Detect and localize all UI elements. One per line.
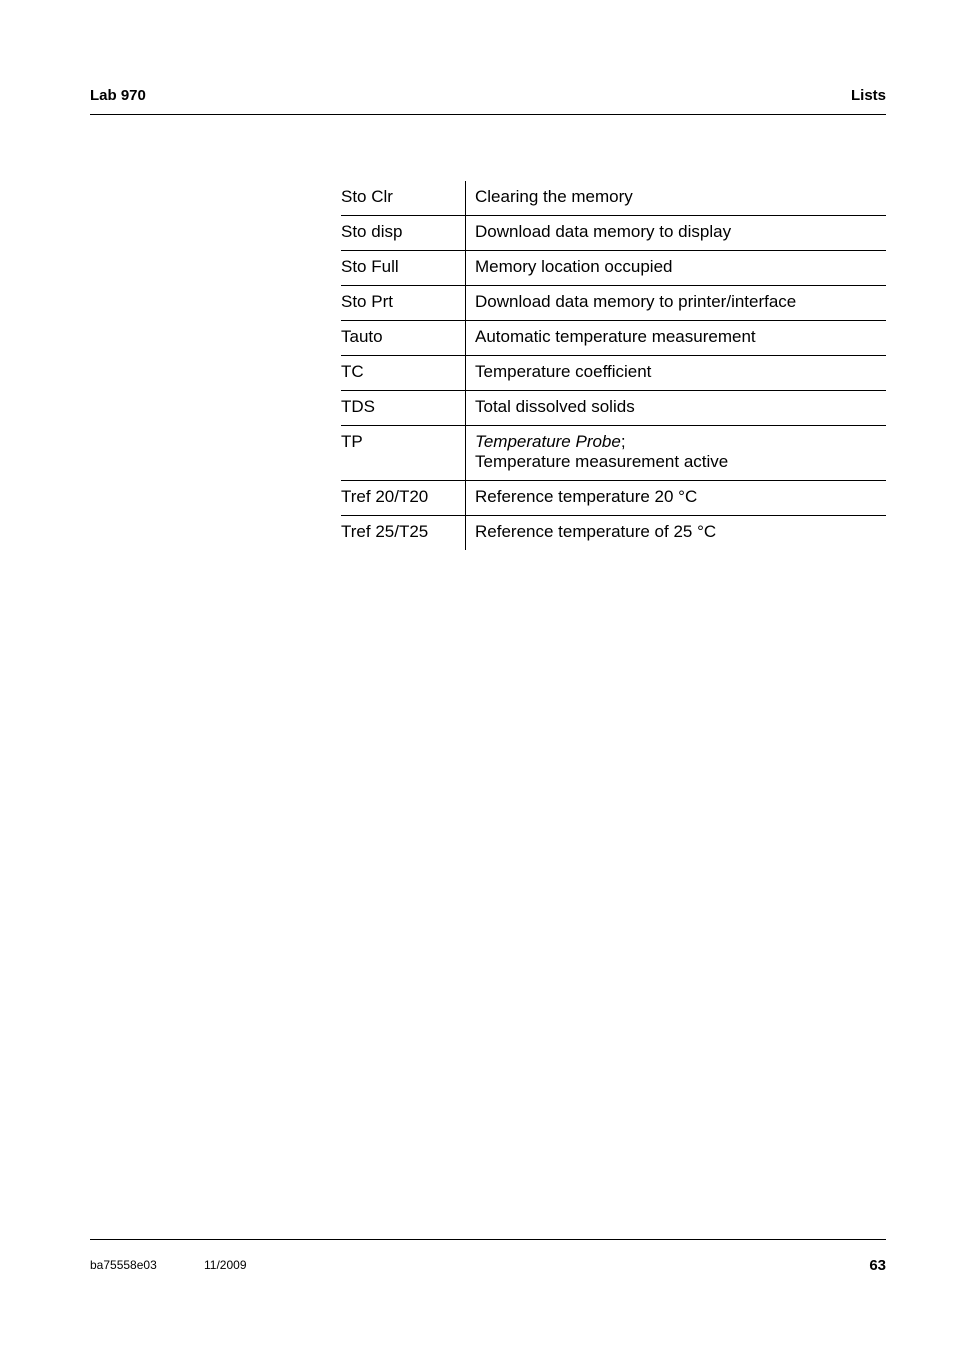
- abbreviation-term: TP: [341, 426, 466, 481]
- abbreviation-description: Total dissolved solids: [475, 397, 635, 416]
- abbreviation-term: Tref 20/T20: [341, 481, 466, 516]
- abbreviation-term: Sto Prt: [341, 286, 466, 321]
- abbreviation-term: Tauto: [341, 321, 466, 356]
- table-row: [341, 426, 886, 481]
- table-row: [341, 216, 886, 251]
- table-row: [341, 391, 886, 426]
- description-line-2: Temperature measurement active: [475, 452, 729, 471]
- abbreviation-description: Memory location occupied: [475, 257, 673, 276]
- page-number: 63: [869, 1257, 886, 1274]
- table-row: [341, 321, 886, 356]
- header-rule: [90, 114, 886, 115]
- abbreviation-description: Download data memory to printer/interface: [475, 292, 797, 311]
- table-row: [341, 356, 886, 391]
- abbreviation-description: Automatic temperature measurement: [475, 327, 756, 346]
- description-italic-term: Temperature Probe: [475, 432, 621, 451]
- abbreviation-term: Sto Clr: [341, 181, 466, 216]
- abbreviation-description: Temperature coefficient: [475, 362, 652, 381]
- abbreviation-term: Sto Full: [341, 251, 466, 286]
- table-row: [341, 481, 886, 516]
- abbreviation-term: Tref 25/T25: [341, 516, 466, 551]
- footer-document-id: ba75558e03: [90, 1258, 157, 1272]
- table-row: [341, 181, 886, 216]
- abbreviation-term: TDS: [341, 391, 466, 426]
- description-separator: ;: [620, 432, 626, 451]
- abbreviation-description: [466, 426, 887, 481]
- abbreviation-description: Reference temperature 20 °C: [475, 487, 698, 506]
- abbreviation-description: Clearing the memory: [475, 187, 633, 206]
- abbreviation-term: TC: [341, 356, 466, 391]
- table-row: [341, 516, 886, 551]
- abbreviation-description: Download data memory to display: [475, 222, 732, 241]
- running-header-title: Lab 970: [90, 87, 146, 104]
- table-row: [341, 286, 886, 321]
- footer-rule: [90, 1239, 886, 1240]
- running-header-section: Lists: [850, 87, 886, 104]
- abbreviation-table: [341, 181, 886, 550]
- footer-date: 11/2009: [204, 1258, 247, 1272]
- abbreviation-term: Sto disp: [341, 216, 466, 251]
- abbreviation-description: Reference temperature of 25 °C: [475, 522, 717, 541]
- table-row: [341, 251, 886, 286]
